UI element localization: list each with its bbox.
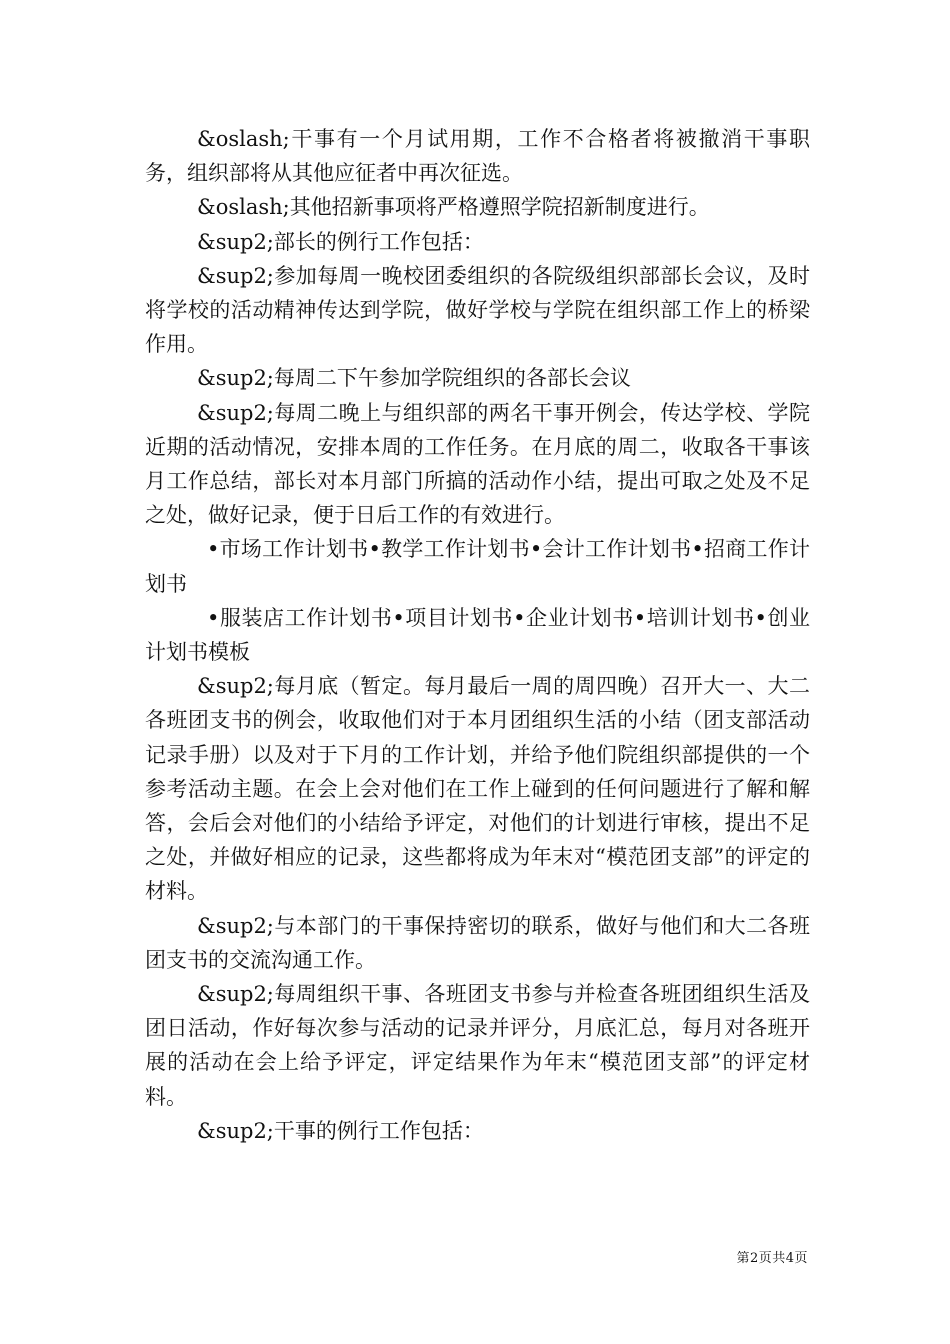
document-body bbox=[145, 122, 810, 1148]
related-links-line-2[interactable]: •服装店工作计划书•项目计划书•企业计划书•培训计划书•创业计划书模板 bbox=[145, 605, 810, 665]
paragraph-trial-period: &oslash;干事有一个月试用期，工作不合格者将被撤消干事职务，组织部将从其他应征者中再次征选。 bbox=[145, 127, 810, 186]
paragraph-weekly-inspection: &sup2;每周组织干事、各班团支书参与并检查各班团组织生活及团日活动，作好每次参与活动的记录并评分，月底汇总，每月对各班开展的活动在会上给予评定，评定结果作为年末“模范团支部”的评定材料。 bbox=[145, 982, 810, 1109]
paragraph-monday-meeting: &sup2;参加每周一晚校团委组织的各院级组织部部长会议，及时将学校的活动精神传达到学院，做好学校与学院在组织部工作上的桥梁作用。 bbox=[145, 263, 810, 357]
paragraph-minister-duties-heading: &sup2;部长的例行工作包括： bbox=[197, 229, 484, 254]
paragraph-staff-contact: &sup2;与本部门的干事保持密切的联系，做好与他们和大二各班团支书的交流沟通工作。 bbox=[145, 913, 810, 972]
paragraph-monthly-meeting: &sup2;每月底（暂定。每月最后一周的周四晚）召开大一、大二各班团支书的例会，收取他们对于本月团组织生活的小结（团支部活动记录手册）以及对于下月的工作计划，并给予他们院组织部提供的一个参考活动主题。在会上会对他们在工作上碰到的任何问题进行了解和解答，会后会对他们的小结给予评定，对他们的计划进行审核，提出不足之处，并做好相应的记录，这些都将成为年末对“模范团支部”的评定的材料。 bbox=[145, 674, 810, 904]
paragraph-tuesday-evening: &sup2;每周二晚上与组织部的两名干事开例会，传达学校、学院近期的活动情况，安排本周的工作任务。在月底的周二，收取各干事该月工作总结，部长对本月部门所搞的活动作小结，提出可取之处及不足之处，做好记录，便于日后工作的有效进行。 bbox=[145, 400, 810, 528]
paragraph-tuesday-afternoon: &sup2;每周二下午参加学院组织的各部长会议 bbox=[197, 366, 631, 391]
page-number: 第2页共4页 bbox=[736, 1251, 808, 1266]
related-links-line-1[interactable]: •市场工作计划书•教学工作计划书•会计工作计划书•招商工作计划书 bbox=[145, 537, 810, 596]
paragraph-recruitment-rules: &oslash;其他招新事项将严格遵照学院招新制度进行。 bbox=[197, 195, 710, 220]
paragraph-staff-duties-heading: &sup2;干事的例行工作包括： bbox=[197, 1118, 484, 1143]
